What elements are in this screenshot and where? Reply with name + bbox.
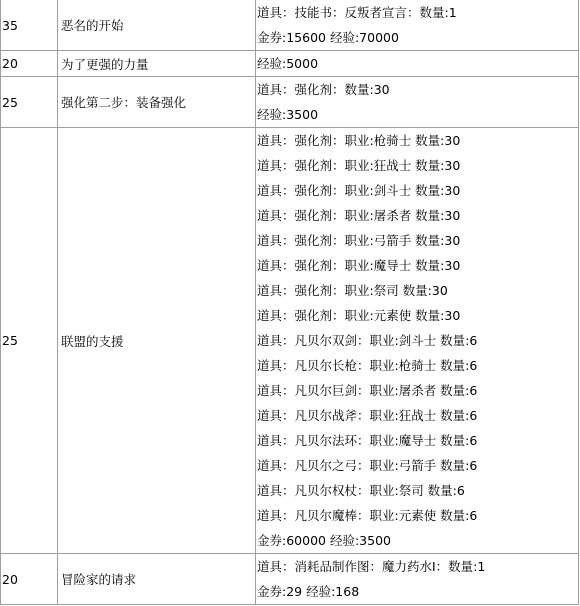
reward-line: 经验:3500 <box>257 107 319 122</box>
reward-line: 道具：强化剂：数量:30 <box>257 82 390 97</box>
reward-line: 道具：强化剂：职业:剑斗士 数量:30 <box>257 183 461 198</box>
reward-line: 道具：技能书：反叛者宣言：数量:1 <box>257 5 457 20</box>
reward-line: 道具：凡贝尔战斧：职业:狂战士 数量:6 <box>257 408 478 423</box>
quest-name: 强化第二步：装备强化 <box>58 77 256 128</box>
reward-line: 道具：消耗品制作图：魔力药水I：数量:1 <box>257 559 486 574</box>
table-row <box>1 0 579 51</box>
quest-rewards <box>256 0 579 51</box>
reward-line: 道具：强化剂：职业:屠杀者 数量:30 <box>257 208 461 223</box>
reward-line: 道具：强化剂：职业:元素使 数量:30 <box>257 308 461 323</box>
reward-line: 金券:29 经验:168 <box>257 584 360 599</box>
reward-line: 道具：凡贝尔权杖：职业:祭司 数量:6 <box>257 483 465 498</box>
table-row <box>1 128 579 554</box>
quest-level: 20 <box>1 51 58 77</box>
table-row <box>1 77 579 128</box>
quest-level: 25 <box>1 128 58 554</box>
quest-level: 25 <box>1 77 58 128</box>
quest-name: 恶名的开始 <box>58 0 256 51</box>
reward-line: 金券:60000 经验:3500 <box>257 533 391 548</box>
quest-name: 为了更强的力量 <box>58 51 256 77</box>
reward-line: 道具：凡贝尔巨剑：职业:屠杀者 数量:6 <box>257 383 478 398</box>
reward-line: 经验:5000 <box>257 56 319 71</box>
reward-line: 道具：强化剂：职业:魔导士 数量:30 <box>257 258 461 273</box>
reward-line: 道具：凡贝尔魔棒：职业:元素使 数量:6 <box>257 508 478 523</box>
quest-name: 联盟的支援 <box>58 128 256 554</box>
quest-rewards <box>256 554 579 605</box>
reward-line: 道具：强化剂：职业:弓箭手 数量:30 <box>257 233 461 248</box>
table-row <box>1 554 579 605</box>
quest-rewards <box>256 51 579 77</box>
reward-line: 道具：强化剂：职业:狂战士 数量:30 <box>257 158 461 173</box>
quest-table-body <box>1 0 579 605</box>
reward-line: 道具：强化剂：职业:祭司 数量:30 <box>257 283 448 298</box>
quest-rewards <box>256 128 579 554</box>
quest-name: 冒险家的请求 <box>58 554 256 605</box>
reward-line: 金券:15600 经验:70000 <box>257 30 399 45</box>
reward-line: 道具：强化剂：职业:枪骑士 数量:30 <box>257 133 461 148</box>
reward-line: 道具：凡贝尔法环：职业:魔导士 数量:6 <box>257 433 478 448</box>
reward-line: 道具：凡贝尔长枪：职业:枪骑士 数量:6 <box>257 358 478 373</box>
quest-rewards <box>256 77 579 128</box>
quest-level: 35 <box>1 0 58 51</box>
quest-level: 20 <box>1 554 58 605</box>
table-row <box>1 51 579 77</box>
reward-line: 道具：凡贝尔双剑：职业:剑斗士 数量:6 <box>257 333 478 348</box>
reward-line: 道具：凡贝尔之弓：职业:弓箭手 数量:6 <box>257 458 478 473</box>
